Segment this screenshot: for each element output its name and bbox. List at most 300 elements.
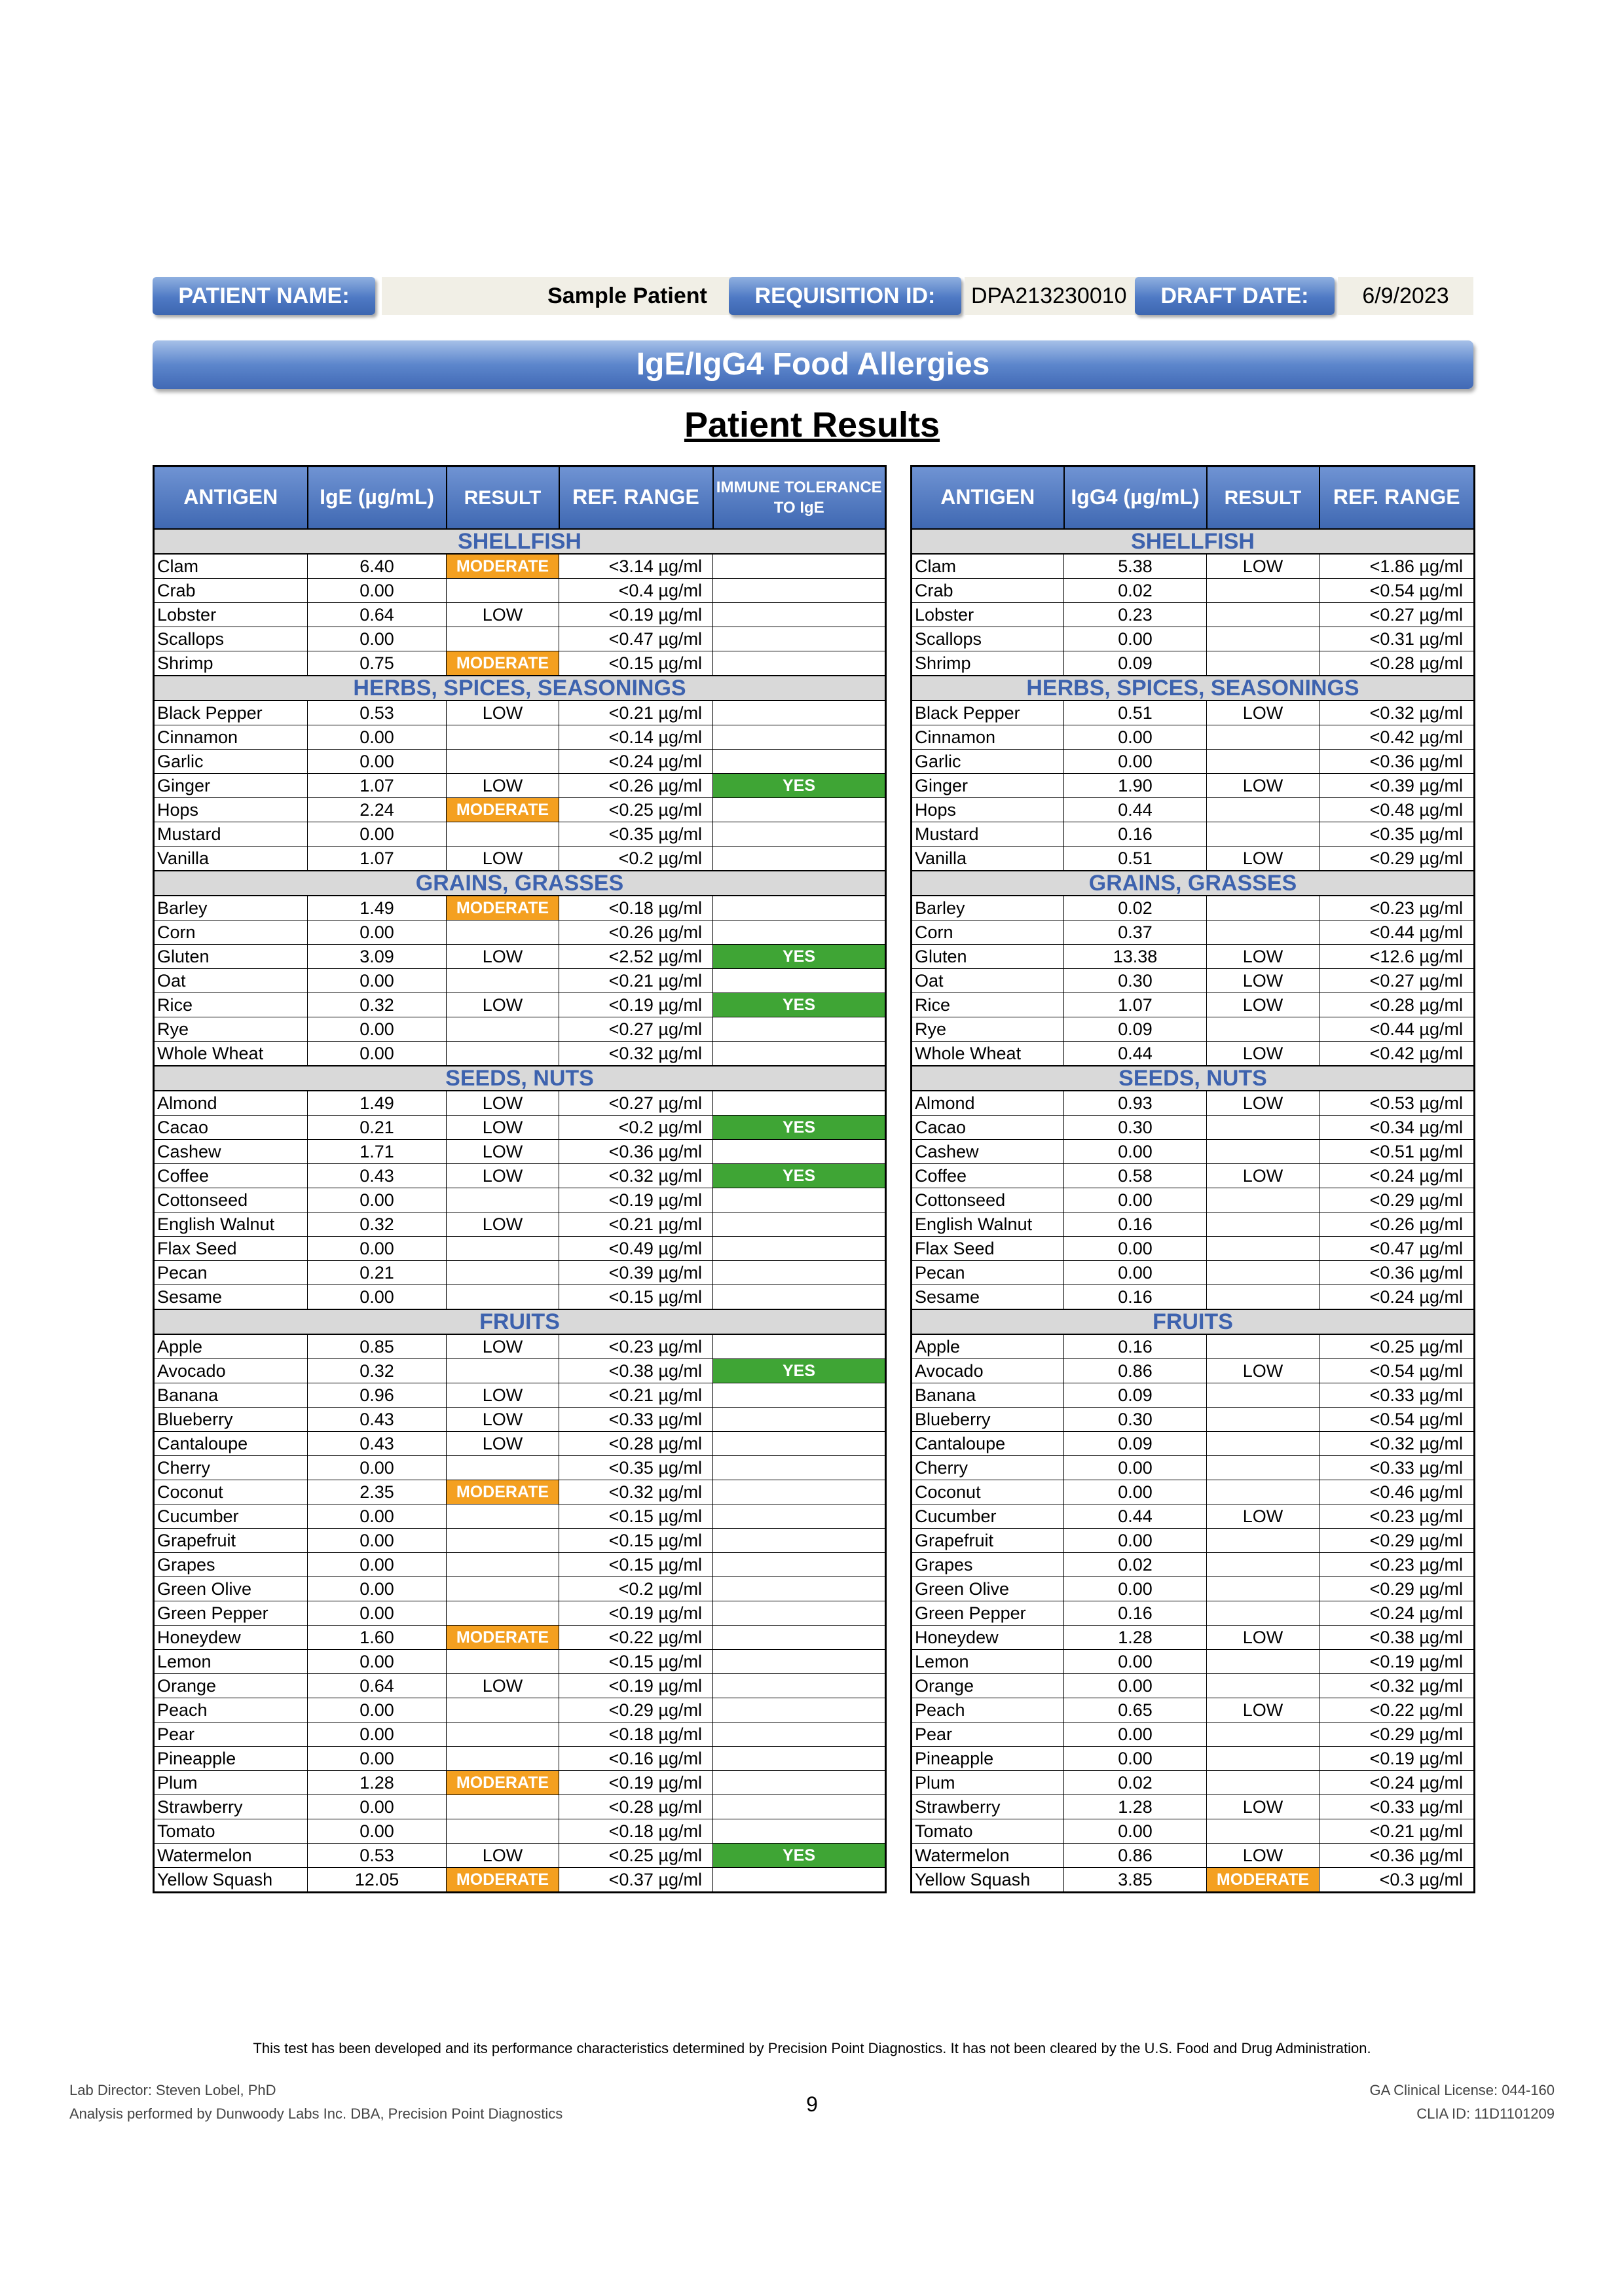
table-row [912,993,1475,1017]
antibody-value: 0.30 [1064,969,1207,993]
antigen-name: Clam [154,554,308,579]
table-row [154,847,886,871]
igg4-results-table [910,465,1475,1893]
antibody-value: 12.05 [308,1868,447,1893]
table-row [912,603,1475,627]
immune-tolerance [713,896,886,920]
result-badge: LOW [447,701,559,725]
clinical-license: GA Clinical License: 044-160 [1369,2082,1555,2098]
result-badge: LOW [447,1164,559,1188]
result-badge [1207,896,1320,920]
category-row [154,676,886,701]
immune-tolerance [713,1626,886,1650]
result-badge: MODERATE [447,1626,559,1650]
result-badge: LOW [1207,1698,1320,1722]
ref-range: <0.18 µg/ml [559,896,713,920]
table-row [912,1747,1475,1771]
table-row [154,627,886,651]
table-row [154,1334,886,1359]
result-badge: LOW [1207,847,1320,871]
immune-tolerance: YES [713,1844,886,1868]
result-badge: LOW [447,945,559,969]
ref-range: <0.47 µg/ml [559,627,713,651]
ref-range: <0.15 µg/ml [559,1650,713,1674]
antibody-value: 0.32 [308,993,447,1017]
result-badge [1207,1747,1320,1771]
table-row [154,1188,886,1212]
antigen-name: Lemon [912,1650,1064,1674]
ref-range: <0.26 µg/ml [559,920,713,945]
table-row [912,1698,1475,1722]
antibody-value: 0.16 [1064,822,1207,847]
antigen-name: Cottonseed [912,1188,1064,1212]
ref-range: <0.44 µg/ml [1320,920,1475,945]
antibody-value: 0.09 [1064,1432,1207,1456]
result-badge [447,1722,559,1747]
ref-range: <0.21 µg/ml [1320,1819,1475,1844]
table-row [154,1795,886,1819]
antigen-name: Banana [154,1383,308,1408]
immune-tolerance [713,1819,886,1844]
category-row [912,676,1475,701]
immune-tolerance [713,651,886,676]
category-label: HERBS, SPICES, SEASONINGS [154,676,886,701]
antigen-name: Cinnamon [154,725,308,750]
result-badge [1207,1722,1320,1747]
table-row [912,1553,1475,1577]
antibody-value: 0.96 [308,1383,447,1408]
antibody-value: 0.86 [1064,1359,1207,1383]
result-badge [1207,1432,1320,1456]
result-badge: MODERATE [447,896,559,920]
result-badge: LOW [447,1674,559,1698]
result-badge [447,920,559,945]
antibody-value: 1.07 [308,847,447,871]
ref-range: <0.22 µg/ml [559,1626,713,1650]
result-badge [1207,1819,1320,1844]
result-badge [447,1601,559,1626]
ref-range: <0.44 µg/ml [1320,1017,1475,1042]
antibody-value: 6.40 [308,554,447,579]
immune-tolerance: YES [713,945,886,969]
table-row [912,1383,1475,1408]
draft-date-value: 6/9/2023 [1338,277,1473,315]
ref-range: <12.6 µg/ml [1320,945,1475,969]
result-badge [447,1261,559,1285]
category-label: HERBS, SPICES, SEASONINGS [912,676,1475,701]
antibody-value: 2.35 [308,1480,447,1504]
antibody-value: 0.64 [308,603,447,627]
table-row [154,1432,886,1456]
antigen-name: Peach [912,1698,1064,1722]
antibody-value: 0.00 [1064,1577,1207,1601]
table-row [154,1698,886,1722]
ref-range: <0.4 µg/ml [559,579,713,603]
antibody-value: 0.44 [1064,798,1207,822]
antibody-value: 0.30 [1064,1116,1207,1140]
antibody-value: 5.38 [1064,554,1207,579]
antibody-value: 0.53 [308,1844,447,1868]
result-badge: LOW [1207,993,1320,1017]
antibody-value: 0.02 [1064,1771,1207,1795]
result-badge: LOW [1207,969,1320,993]
table-row [912,822,1475,847]
ref-range: <0.14 µg/ml [559,725,713,750]
table-row [154,1116,886,1140]
antigen-name: Coconut [154,1480,308,1504]
antibody-value: 0.51 [1064,701,1207,725]
antibody-value: 0.00 [1064,1722,1207,1747]
immune-tolerance [713,1674,886,1698]
antibody-value: 0.00 [1064,1188,1207,1212]
antibody-value: 0.09 [1064,651,1207,676]
patient-name-label: PATIENT NAME: [153,277,375,315]
result-badge: LOW [1207,1504,1320,1529]
antigen-name: Pecan [912,1261,1064,1285]
result-badge: MODERATE [447,798,559,822]
table-row [912,945,1475,969]
immune-tolerance [713,1237,886,1261]
antibody-value: 1.28 [308,1771,447,1795]
requisition-id-value: DPA213230010 [965,277,1285,315]
antibody-value: 3.85 [1064,1868,1207,1893]
table-row [154,1626,886,1650]
ref-range: <0.32 µg/ml [1320,1674,1475,1698]
antigen-name: Ginger [912,774,1064,798]
result-badge [447,969,559,993]
result-badge [447,822,559,847]
antigen-name: Cucumber [154,1504,308,1529]
immune-tolerance [713,725,886,750]
antigen-name: Gluten [912,945,1064,969]
ref-range: <0.26 µg/ml [1320,1212,1475,1237]
result-badge [447,1529,559,1553]
ref-range: <0.36 µg/ml [559,1140,713,1164]
table-row [912,1140,1475,1164]
immune-tolerance [713,1456,886,1480]
antibody-value: 0.30 [1064,1408,1207,1432]
ref-range: <0.33 µg/ml [1320,1383,1475,1408]
ref-range: <3.14 µg/ml [559,554,713,579]
table-row [912,1212,1475,1237]
result-badge: LOW [1207,1164,1320,1188]
col-header-result: RESULT [1207,466,1320,530]
antigen-name: Cottonseed [154,1188,308,1212]
antigen-name: Cantaloupe [154,1432,308,1456]
ref-range: <0.16 µg/ml [559,1747,713,1771]
ref-range: <0.31 µg/ml [1320,627,1475,651]
antibody-value: 1.90 [1064,774,1207,798]
table-row [154,750,886,774]
antigen-name: Black Pepper [912,701,1064,725]
antigen-name: Garlic [912,750,1064,774]
result-badge [1207,579,1320,603]
antibody-value: 0.53 [308,701,447,725]
col-header-antigen: ANTIGEN [154,466,308,530]
antibody-value: 0.00 [1064,1747,1207,1771]
antigen-name: Banana [912,1383,1064,1408]
ref-range: <0.15 µg/ml [559,1553,713,1577]
immune-tolerance [713,1285,886,1310]
table-row [912,1432,1475,1456]
antibody-value: 0.00 [1064,1480,1207,1504]
ref-range: <0.19 µg/ml [559,1601,713,1626]
result-badge [1207,1577,1320,1601]
result-badge: LOW [447,1844,559,1868]
antibody-value: 0.00 [1064,1674,1207,1698]
ref-range: <0.25 µg/ml [1320,1334,1475,1359]
table-row [912,1091,1475,1116]
table-row [154,1140,886,1164]
ref-range: <0.18 µg/ml [559,1819,713,1844]
report-banner: IgE/IgG4 Food Allergies [153,340,1473,389]
category-label: SEEDS, NUTS [154,1066,886,1091]
category-row [154,1066,886,1091]
result-badge [447,579,559,603]
antigen-name: Coconut [912,1480,1064,1504]
category-label: GRAINS, GRASSES [912,871,1475,896]
ref-range: <0.15 µg/ml [559,1504,713,1529]
ref-range: <0.19 µg/ml [1320,1747,1475,1771]
table-row [912,1529,1475,1553]
category-label: SEEDS, NUTS [912,1066,1475,1091]
result-badge: LOW [1207,1795,1320,1819]
antibody-value: 1.28 [1064,1626,1207,1650]
antigen-name: Pear [912,1722,1064,1747]
ref-range: <0.51 µg/ml [1320,1140,1475,1164]
ref-range: <0.2 µg/ml [559,1577,713,1601]
antigen-name: Watermelon [154,1844,308,1868]
result-badge [447,1188,559,1212]
antibody-value: 0.16 [1064,1212,1207,1237]
ref-range: <0.29 µg/ml [1320,1188,1475,1212]
antibody-value: 0.00 [308,1504,447,1529]
result-badge [1207,1408,1320,1432]
immune-tolerance [713,1601,886,1626]
result-badge: LOW [1207,554,1320,579]
ref-range: <0.36 µg/ml [1320,1261,1475,1285]
ref-range: <0.28 µg/ml [1320,651,1475,676]
table-row [154,969,886,993]
antibody-value: 0.00 [308,579,447,603]
category-row [912,1066,1475,1091]
antibody-value: 0.02 [1064,1553,1207,1577]
result-badge [447,1650,559,1674]
table-row [912,1504,1475,1529]
antigen-name: Coffee [154,1164,308,1188]
immune-tolerance [713,1334,886,1359]
table-row [912,847,1475,871]
antigen-name: Oat [912,969,1064,993]
table-row [154,1650,886,1674]
result-badge: LOW [1207,1844,1320,1868]
antigen-name: Green Pepper [912,1601,1064,1626]
table-row [154,1771,886,1795]
table-row [154,896,886,920]
antigen-name: Strawberry [912,1795,1064,1819]
antibody-value: 0.02 [1064,896,1207,920]
immune-tolerance [713,1140,886,1164]
ref-range: <0.54 µg/ml [1320,1408,1475,1432]
ref-range: <0.24 µg/ml [559,750,713,774]
ref-range: <0.33 µg/ml [1320,1456,1475,1480]
antigen-name: Strawberry [154,1795,308,1819]
table-row [154,725,886,750]
result-badge: LOW [1207,774,1320,798]
table-row [154,945,886,969]
clia-id: CLIA ID: 11D1101209 [1416,2105,1555,2122]
ref-range: <0.19 µg/ml [559,993,713,1017]
antigen-name: Honeydew [154,1626,308,1650]
antigen-name: Barley [154,896,308,920]
table-row [154,920,886,945]
antigen-name: Almond [154,1091,308,1116]
patient-header [153,277,1473,316]
antibody-value: 0.44 [1064,1504,1207,1529]
antigen-name: Avocado [154,1359,308,1383]
antibody-value: 0.21 [308,1116,447,1140]
ref-range: <0.27 µg/ml [559,1091,713,1116]
ref-range: <0.54 µg/ml [1320,1359,1475,1383]
ref-range: <0.27 µg/ml [1320,969,1475,993]
table-row [912,651,1475,676]
table-row [912,774,1475,798]
immune-tolerance [713,1747,886,1771]
result-badge [447,1747,559,1771]
antibody-value: 0.43 [308,1164,447,1188]
ref-range: <0.28 µg/ml [559,1795,713,1819]
immune-tolerance [713,1212,886,1237]
result-badge [447,1698,559,1722]
ref-range: <0.23 µg/ml [1320,896,1475,920]
immune-tolerance [713,1504,886,1529]
table-row [912,1408,1475,1432]
antibody-value: 0.00 [308,1188,447,1212]
ref-range: <0.23 µg/ml [1320,1504,1475,1529]
table-row [912,1042,1475,1066]
analysis-info: Analysis performed by Dunwoody Labs Inc. DBA, Precision Point Diagnostics [69,2105,563,2122]
result-badge: LOW [1207,1042,1320,1066]
antigen-name: Sesame [912,1285,1064,1310]
antigen-name: Hops [912,798,1064,822]
antigen-name: Grapefruit [154,1529,308,1553]
antigen-name: Cacao [154,1116,308,1140]
immune-tolerance: YES [713,1164,886,1188]
result-badge [1207,798,1320,822]
table-row [154,1408,886,1432]
ref-range: <0.37 µg/ml [559,1868,713,1893]
result-badge: MODERATE [447,651,559,676]
ref-range: <0.2 µg/ml [559,1116,713,1140]
requisition-id-label: REQUISITION ID: [729,277,961,315]
col-header-ige: IgE (µg/mL) [308,466,447,530]
antibody-value: 3.09 [308,945,447,969]
result-badge [1207,1212,1320,1237]
antigen-name: Green Olive [154,1577,308,1601]
antigen-name: Crab [912,579,1064,603]
immune-tolerance [713,750,886,774]
table-row [912,1626,1475,1650]
immune-tolerance [713,1408,886,1432]
antibody-value: 1.07 [1064,993,1207,1017]
antibody-value: 0.00 [308,1017,447,1042]
ref-range: <0.24 µg/ml [1320,1164,1475,1188]
table-row [154,1747,886,1771]
fda-disclaimer: This test has been developed and its performance characteristics determined by Precision Point Diagnostics. It has not been cleared by the U.S. Food and Drug Administration. [253,2040,1371,2056]
table-row [912,1164,1475,1188]
table-row [154,1091,886,1116]
antigen-name: Cacao [912,1116,1064,1140]
antigen-name: Plum [154,1771,308,1795]
antigen-name: Ginger [154,774,308,798]
result-badge [1207,750,1320,774]
ref-range: <0.47 µg/ml [1320,1237,1475,1261]
antigen-name: Hops [154,798,308,822]
ref-range: <0.23 µg/ml [559,1334,713,1359]
antibody-value: 13.38 [1064,945,1207,969]
antibody-value: 0.00 [1064,627,1207,651]
table-row [912,1795,1475,1819]
table-row [154,1844,886,1868]
table-row [154,1674,886,1698]
table-row [912,1480,1475,1504]
antigen-name: Shrimp [912,651,1064,676]
ref-range: <0.34 µg/ml [1320,1116,1475,1140]
table-row [912,750,1475,774]
immune-tolerance [713,1650,886,1674]
antigen-name: Mustard [912,822,1064,847]
result-badge [1207,1334,1320,1359]
antigen-name: Lobster [912,603,1064,627]
antigen-name: Scallops [154,627,308,651]
antigen-name: Tomato [154,1819,308,1844]
antibody-value: 0.32 [308,1359,447,1383]
antibody-value: 0.23 [1064,603,1207,627]
antibody-value: 0.00 [1064,1819,1207,1844]
antigen-name: Peach [154,1698,308,1722]
result-badge [1207,1601,1320,1626]
immune-tolerance [713,554,886,579]
table-row [912,725,1475,750]
result-badge: LOW [1207,701,1320,725]
ref-range: <0.22 µg/ml [1320,1698,1475,1722]
antibody-value: 0.00 [308,969,447,993]
table-row [154,1042,886,1066]
result-badge: LOW [1207,945,1320,969]
immune-tolerance [713,1042,886,1066]
result-badge [447,1577,559,1601]
antigen-name: Lobster [154,603,308,627]
ref-range: <0.32 µg/ml [559,1480,713,1504]
immune-tolerance: YES [713,993,886,1017]
result-badge [1207,1017,1320,1042]
ref-range: <0.21 µg/ml [559,1383,713,1408]
immune-tolerance [713,1383,886,1408]
antibody-value: 0.00 [308,1722,447,1747]
ref-range: <0.24 µg/ml [1320,1285,1475,1310]
antibody-value: 0.93 [1064,1091,1207,1116]
result-badge: LOW [447,1408,559,1432]
ref-range: <0.32 µg/ml [1320,1432,1475,1456]
antigen-name: Blueberry [912,1408,1064,1432]
result-badge [1207,1553,1320,1577]
antibody-value: 1.49 [308,1091,447,1116]
immune-tolerance [713,1432,886,1456]
immune-tolerance [713,1529,886,1553]
antigen-name: Apple [912,1334,1064,1359]
antibody-value: 0.09 [1064,1017,1207,1042]
table-row [912,1868,1475,1893]
